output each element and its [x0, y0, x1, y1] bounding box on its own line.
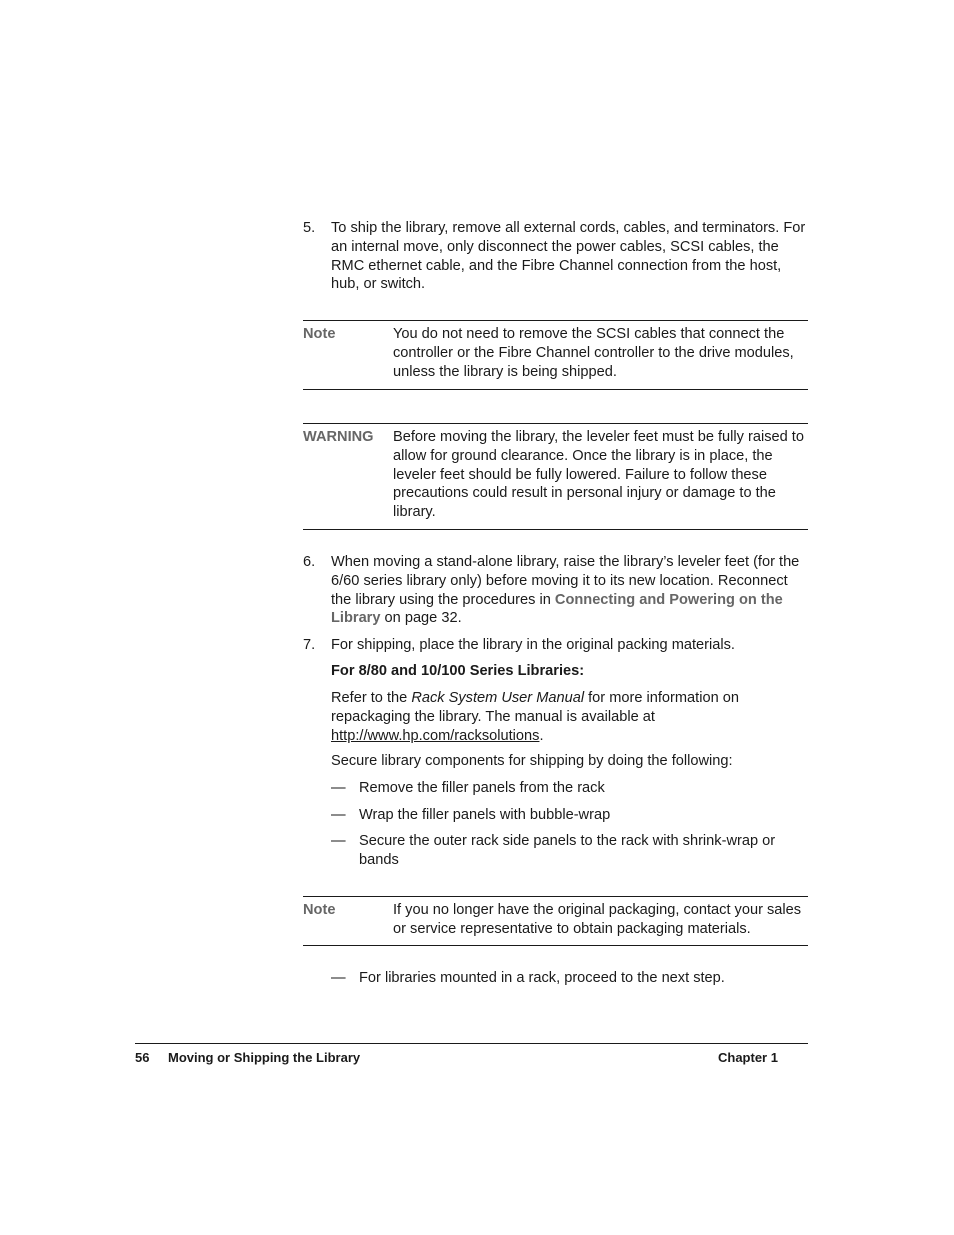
bullet-dash: —	[331, 780, 346, 796]
list-item: Secure the outer rack side panels to the rack with shrink-wrap or bands	[359, 833, 776, 868]
rack-manual-title: Rack System User Manual	[411, 690, 585, 706]
refer-before: Refer to the	[331, 690, 412, 706]
series-subheading: For 8/80 and 10/100 Series Libraries:	[331, 663, 585, 679]
bullet-dash: —	[331, 970, 346, 986]
note-1-text: You do not need to remove the SCSI cables that connect the controller or the Fibre Channel controller to the drive modules, unless the library is being shipped.	[393, 326, 794, 380]
step-6-text-after: on page 32.	[380, 610, 462, 627]
note-1-label: Note	[303, 326, 336, 342]
step-7-number: 7.	[303, 637, 316, 653]
note-2-text: If you no longer have the original packaging, contact your sales or service representative to obtain packaging materials.	[393, 902, 802, 937]
note-2-bottom-rule	[303, 945, 808, 946]
page-number: 56	[135, 1050, 150, 1065]
hp-racksolutions-link[interactable]: http://www.hp.com/racksolutions	[331, 727, 540, 744]
refer-after: .	[539, 727, 544, 744]
warning-top-rule	[303, 423, 808, 424]
step-5-number: 5.	[303, 220, 316, 236]
step-6-text	[331, 553, 809, 628]
warning-text: Before moving the library, the leveler feet must be fully raised to allow for ground clearance. Once the library is in place, the leveler feet should be fully lowered. Failure to follow these precautions could result in personal injury or damage to the library.	[393, 429, 804, 521]
refer-middle: for more information on repackaging the library. The manual is available at	[331, 690, 739, 725]
footer-chapter: Chapter 1	[718, 1050, 778, 1065]
step-5-text: To ship the library, remove all external cords, cables, and terminators. For an internal move, only disconnect the power cables, SCSI cables, the RMC ethernet cable, and the Fibre Channel connection from the host, hub, or switch.	[331, 220, 806, 293]
step-6-number: 6.	[303, 554, 316, 570]
refer-paragraph	[331, 689, 809, 745]
warning-bottom-rule	[303, 529, 808, 530]
list-item: Remove the filler panels from the rack	[359, 780, 605, 796]
step-6-text-before: When moving a stand-alone library, raise the library’s leveler feet (for the 6/60 series library only) before moving it to its new location. Reconnect the library using the procedures in	[331, 554, 800, 608]
step-7-text: For shipping, place the library in the original packing materials.	[331, 637, 735, 653]
footer-rule	[135, 1043, 808, 1044]
note-2-label: Note	[303, 902, 336, 918]
footer-section-title: Moving or Shipping the Library	[168, 1050, 361, 1065]
connecting-powering-xref-link[interactable]: Connecting and Powering on the Library	[331, 591, 783, 627]
note-1-bottom-rule	[303, 389, 808, 390]
list-item: For libraries mounted in a rack, proceed to the next step.	[359, 970, 725, 986]
bullet-dash: —	[331, 807, 346, 823]
note-1-top-rule	[303, 320, 808, 321]
warning-label: WARNING	[303, 429, 374, 445]
note-2-top-rule	[303, 896, 808, 897]
bullet-dash: —	[331, 833, 346, 849]
secure-intro: Secure library components for shipping by doing the following:	[331, 753, 733, 769]
list-item: Wrap the filler panels with bubble-wrap	[359, 807, 611, 823]
